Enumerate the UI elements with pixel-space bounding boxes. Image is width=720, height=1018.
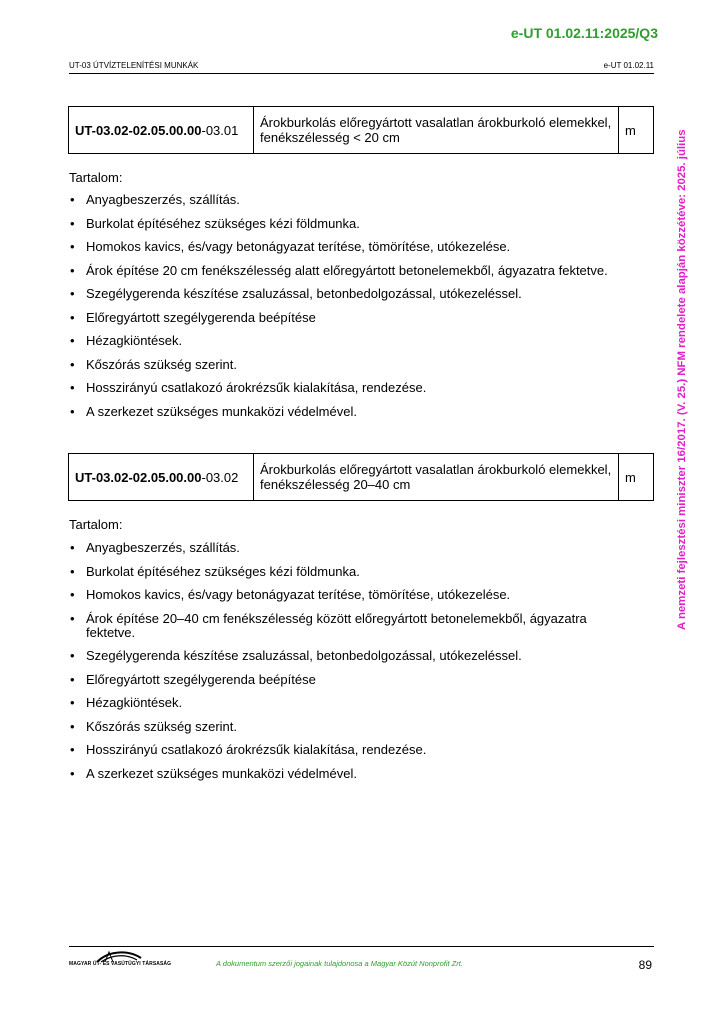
content-label: Tartalom:	[69, 170, 123, 185]
item-code: UT-03.02-02.05.00.00-03.02	[69, 454, 254, 501]
header-title: ÚTVÍZTELENÍTÉSI MUNKÁK	[93, 61, 199, 70]
society-logo-icon	[69, 948, 159, 972]
list-item: • A szerkezet szükséges munkaközi védelmével.	[69, 405, 629, 419]
list-item: • Homokos kavics, és/vagy betonágyazat terítése, tömörítése, utókezelése.	[69, 588, 629, 602]
logo-text: MAGYAR ÚT- ÉS VASÚTÜGYI TÁRSASÁG	[69, 961, 172, 967]
list-item: • Kőszórás szükség szerint.	[69, 358, 629, 372]
item-table-2	[68, 453, 654, 501]
list-item: • Homokos kavics, és/vagy betonágyazat terítése, tömörítése, utókezelése.	[69, 240, 629, 254]
list-item: • Hézagkiöntések.	[69, 334, 629, 348]
item-table-1	[68, 106, 654, 154]
list-item: • Árok építése 20–40 cm fenékszélesség között előregyártott betonelemekből, ágyazatra fektetve.	[69, 612, 629, 640]
header-prefix: UT-03	[69, 61, 91, 70]
footer-divider	[69, 946, 654, 947]
item-code: UT-03.02-02.05.00.00-03.01	[69, 107, 254, 154]
header-left	[69, 61, 198, 70]
list-item: • Kőszórás szükség szerint.	[69, 720, 629, 734]
side-publication-note: A nemzeti fejlesztési miniszter 16/2017. (V. 25.) NFM rendelete alapján közzétéve: 2025. július	[676, 129, 688, 630]
item-unit: m	[619, 107, 654, 154]
list-item: • Árok építése 20 cm fenékszélesség alatt előregyártott betonelemekből, ágyazatra fektetve.	[69, 264, 629, 278]
list-item: • Szegélygerenda készítése zsaluzással, betonbedolgozással, utókezeléssel.	[69, 649, 629, 663]
list-item: • Hézagkiöntések.	[69, 696, 629, 710]
list-item: • Hosszirányú csatlakozó árokrézsűk kialakítása, rendezése.	[69, 743, 629, 757]
item-unit: m	[619, 454, 654, 501]
list-item: • Burkolat építéséhez szükséges kézi földmunka.	[69, 217, 629, 231]
item-description: Árokburkolás előregyártott vasalatlan árokburkoló elemekkel, fenékszélesség < 20 cm	[254, 107, 619, 154]
content-label: Tartalom:	[69, 517, 123, 532]
content-list-1	[69, 193, 629, 428]
list-item: • Anyagbeszerzés, szállítás.	[69, 541, 629, 555]
running-header	[69, 61, 654, 74]
list-item: • Szegélygerenda készítése zsaluzással, betonbedolgozással, utókezeléssel.	[69, 287, 629, 301]
list-item: • A szerkezet szükséges munkaközi védelmével.	[69, 767, 629, 781]
list-item: • Burkolat építéséhez szükséges kézi földmunka.	[69, 565, 629, 579]
page-number: 89	[638, 958, 652, 972]
copyright-note: A dokumentum szerzői jogainak tulajdonosa a Magyar Közút Nonprofit Zrt.	[216, 959, 463, 968]
header-right: e-UT 01.02.11	[603, 61, 654, 70]
list-item: • Előregyártott szegélygerenda beépítése	[69, 311, 629, 325]
list-item: • Hosszirányú csatlakozó árokrézsűk kialakítása, rendezése.	[69, 381, 629, 395]
list-item: • Előregyártott szegélygerenda beépítése	[69, 673, 629, 687]
content-list-2	[69, 541, 629, 790]
document-code: e-UT 01.02.11:2025/Q3	[510, 25, 658, 41]
item-description: Árokburkolás előregyártott vasalatlan árokburkoló elemekkel, fenékszélesség 20–40 cm	[254, 454, 619, 501]
list-item: • Anyagbeszerzés, szállítás.	[69, 193, 629, 207]
